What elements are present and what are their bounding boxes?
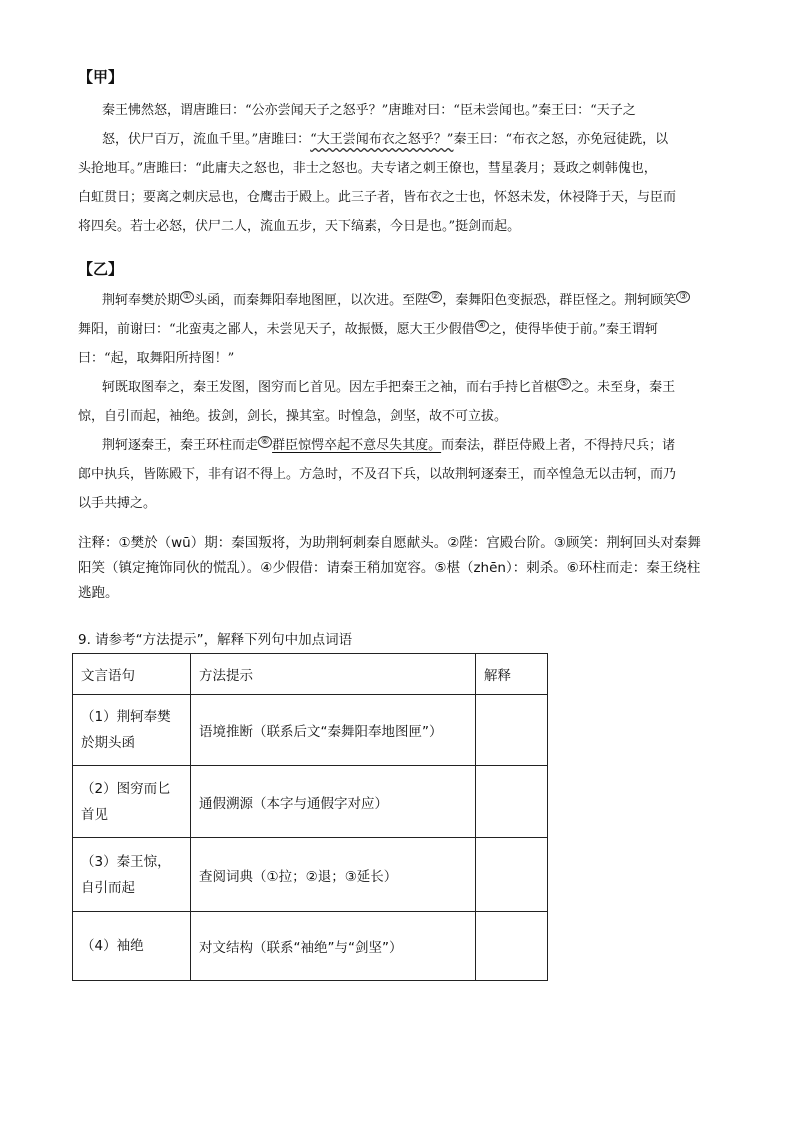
yi-text: 之。未至身，秦王 [571, 380, 676, 395]
footnote-marker: ⑤ [557, 378, 571, 390]
sentence-text: 於期头函 [81, 735, 135, 751]
section-jia-heading: 【甲】 [78, 68, 124, 86]
notes-line-3: 逃跑。 [78, 585, 119, 601]
question-title: 9. 请参考“方法提示”，解释下列句中加点词语 [78, 632, 353, 648]
jia-line-2-text: 怒，伏尸百万，流血千里。”唐雎曰： [102, 132, 311, 147]
jia-line-3: 头抢地耳。”唐雎曰：“此庸夫之怒也，非士之怒也。夫专诸之刺王僚也，彗星袭月；聂政之刺韩傀也， [78, 161, 657, 176]
yi-text: ，秦舞阳色变振恐，群臣怪之。荆轲顾笑 [442, 293, 677, 308]
yi-text: 头函，而秦舞阳奉地图匣，以次进。至陛 [194, 293, 429, 308]
header-sentence: 文言语句 [73, 654, 191, 695]
header-explanation: 解释 [476, 654, 548, 695]
answer-cell[interactable] [476, 838, 548, 912]
footnote-marker: ⑥ [258, 436, 272, 448]
table-row [73, 766, 548, 838]
notes-line-1: 注释：①樊於（wū）期：秦国叛将，为助荆轲刺秦自愿献头。②陛：宫殿台阶。③顾笑：荆轲回头对秦舞 [78, 535, 701, 551]
footnote-marker: ① [180, 291, 194, 303]
jia-line-2-tail: 秦王曰：“布衣之怒，亦免冠徒跣，以 [453, 132, 669, 147]
sentence-cell [73, 838, 191, 912]
sentence-text: （4）袖绝 [81, 938, 144, 954]
yi-p2-line-1 [102, 373, 722, 402]
yi-p3-line-2: 郎中执兵，皆陈殿下，非有诏不得上。方急时，不及召下兵，以故荆轲逐秦王，而卒惶急无以击轲，而乃 [78, 467, 677, 482]
table-row [73, 912, 548, 981]
section-yi-heading: 【乙】 [78, 260, 124, 278]
wavy-underlined-sentence: “大王尝闻布衣之怒乎？” [310, 132, 454, 147]
footnote-marker: ② [428, 291, 442, 303]
table-header-row [73, 654, 548, 695]
underlined-sentence: 群臣惊愕卒起不意尽失其度。 [272, 438, 442, 453]
yi-text: 荆轲逐秦王，秦王环柱而走 [102, 438, 259, 453]
yi-p3-line-1 [102, 431, 722, 460]
jia-line-5: 将四矣。若士必怒，伏尸二人，流血五步，天下缟素，今日是也。”挺剑而起。 [78, 219, 521, 234]
jia-line-4: 白虹贯日；要离之刺庆忌也，仓鹰击于殿上。此三子者，皆布衣之士也，怀怒未发，休祲降于天，与臣而 [78, 190, 677, 205]
table-row [73, 695, 548, 766]
annotations [78, 531, 728, 606]
sentence-text: 首见 [81, 806, 108, 823]
notes-line-2: 阳笑（镇定掩饰同伙的慌乱）。④少假借：请秦王稍加宽容。⑤椹（zhēn）：刺杀。⑥环柱而走：秦王绕柱 [78, 560, 701, 576]
answer-cell[interactable] [476, 912, 548, 981]
hint-cell: 语境推断（联系后文“秦舞阳奉地图匣”） [191, 695, 476, 766]
sentence-cell [73, 766, 191, 838]
yi-p1-line-1 [102, 286, 722, 315]
sentence-cell [73, 912, 191, 981]
yi-text: 舞阳，前谢曰：“北蛮夷之鄙人，未尝见天子，故振慑，愿大王少假借 [78, 322, 475, 337]
answer-cell[interactable] [476, 766, 548, 838]
yi-text: 荆轲奉樊於期 [102, 293, 181, 308]
yi-text: 而秦法，群臣侍殿上者，不得持尺兵；诸 [441, 438, 676, 453]
passage-jia [78, 96, 722, 241]
hint-cell: 通假溯源（本字与通假字对应） [191, 766, 476, 838]
yi-p2-line-2: 惊，自引而起，袖绝。拔剑，剑长，操其室。时惶急，剑坚，故不可立拔。 [78, 409, 508, 424]
yi-p3-line-3: 以手共搏之。 [78, 496, 157, 511]
yi-p1-line-2 [78, 315, 722, 344]
yi-p1-line-3: 曰：“起，取舞阳所持图！” [78, 351, 235, 366]
sentence-text: （1）荆轲奉樊 [81, 709, 171, 725]
hint-cell: 对文结构（联系“袖绝”与“剑坚”） [191, 912, 476, 981]
sentence-text: （2）图穷而匕 [81, 780, 171, 797]
sentence-text: 自引而起 [81, 879, 135, 896]
table-row [73, 838, 548, 912]
passage-yi [78, 286, 722, 518]
hint-cell: 查阅词典（①拉；②退；③延长） [191, 838, 476, 912]
jia-line-1: 秦王怫然怒，谓唐雎曰：“公亦尝闻天子之怒乎？”唐雎对曰：“臣未尝闻也。”秦王曰：“天子之 [102, 103, 636, 118]
sentence-cell [73, 695, 191, 766]
sentence-text: （3）秦王惊， [81, 853, 171, 870]
yi-text: 轲既取图奉之，秦王发图，图穷而匕首见。因左手把秦王之袖，而右手持匕首椹 [102, 380, 558, 395]
header-method: 方法提示 [191, 654, 476, 695]
answer-table [72, 653, 548, 981]
footnote-marker: ③ [676, 291, 690, 303]
footnote-marker: ④ [475, 320, 489, 332]
answer-cell[interactable] [476, 695, 548, 766]
jia-line-2 [102, 125, 722, 154]
yi-text: 之，使得毕使于前。”秦王谓轲 [488, 322, 658, 337]
